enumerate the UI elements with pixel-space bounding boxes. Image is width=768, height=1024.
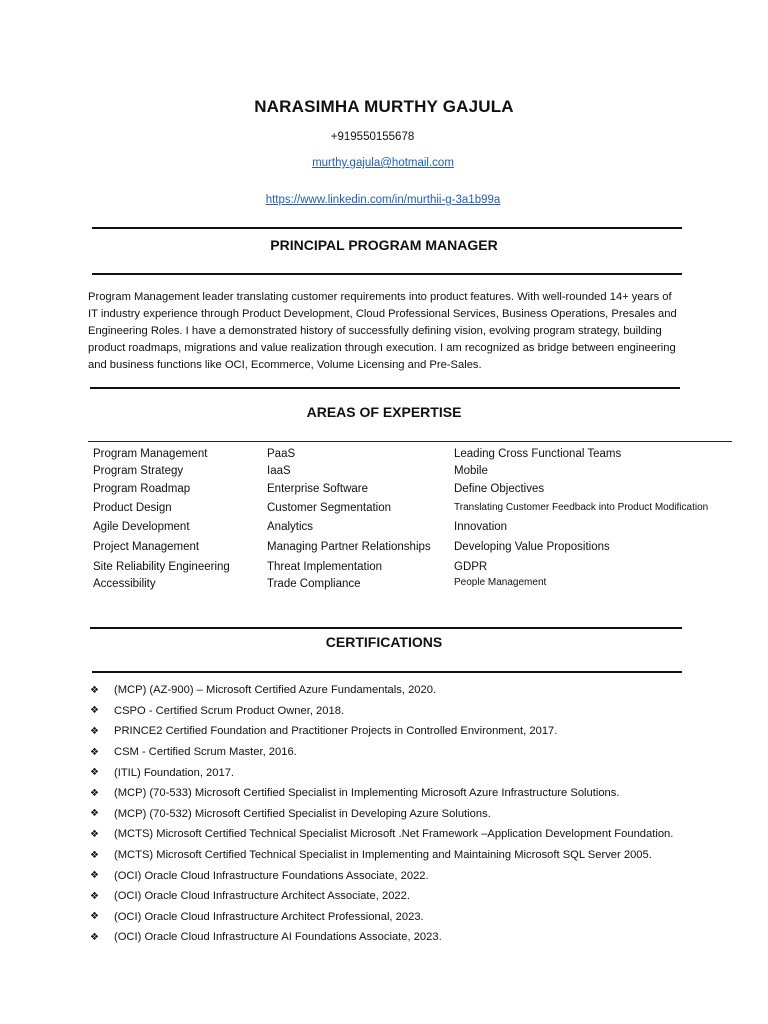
certification-text: (OCI) Oracle Cloud Infrastructure Architect Professional, 2023.	[114, 910, 424, 923]
diamond-bullet-icon: ❖	[90, 746, 99, 758]
list-item	[90, 742, 730, 763]
diamond-bullet-icon: ❖	[90, 725, 99, 737]
job-title: PRINCIPAL PROGRAM MANAGER	[270, 237, 498, 253]
summary-line: and business functions like OCI, Ecommerce, Volume Licensing and Pre-Sales.	[88, 358, 482, 371]
certification-text: CSM - Certified Scrum Master, 2016.	[114, 746, 297, 759]
expertise-item: Program Management	[93, 448, 208, 460]
expertise-item: People Management	[454, 577, 547, 588]
diamond-bullet-icon: ❖	[90, 705, 99, 717]
list-item	[90, 680, 730, 701]
certifications-top-rule	[90, 627, 682, 629]
professional-summary	[88, 289, 688, 374]
expertise-item: Trade Compliance	[267, 578, 361, 590]
diamond-bullet-icon: ❖	[90, 684, 99, 696]
certification-text: (ITIL) Foundation, 2017.	[114, 766, 235, 779]
diamond-bullet-icon: ❖	[90, 849, 99, 861]
list-item	[90, 804, 730, 825]
diamond-bullet-icon: ❖	[90, 911, 99, 923]
certification-text: (MCTS) Microsoft Certified Technical Specialist Microsoft .Net Framework –Application Development Foundation.	[114, 828, 674, 841]
diamond-bullet-icon: ❖	[90, 890, 99, 902]
diamond-bullet-icon: ❖	[90, 767, 99, 779]
expertise-item: Enterprise Software	[267, 483, 368, 495]
certification-text: (OCI) Oracle Cloud Infrastructure AI Foundations Associate, 2023.	[114, 931, 442, 944]
list-item	[90, 845, 730, 866]
certification-text: CSPO - Certified Scrum Product Owner, 2018.	[114, 704, 345, 717]
list-item	[90, 927, 730, 948]
diamond-bullet-icon: ❖	[90, 808, 99, 820]
expertise-item: Developing Value Propositions	[454, 541, 610, 553]
expertise-top-rule	[90, 387, 680, 389]
summary-line: product roadmaps, migrations and value realization through execution. I am recognized as bridge between engineering	[88, 341, 676, 354]
expertise-item: Leading Cross Functional Teams	[454, 448, 622, 460]
expertise-item: Mobile	[454, 465, 488, 477]
expertise-item: Accessibility	[93, 578, 156, 590]
diamond-bullet-icon: ❖	[90, 870, 99, 882]
linkedin-link[interactable]: https://www.linkedin.com/in/murthii-g-3a1b99a	[265, 194, 501, 206]
list-item	[90, 783, 730, 804]
list-item	[90, 824, 730, 845]
email-link[interactable]: murthy.gajula@hotmail.com	[312, 157, 454, 169]
certification-text: (MCP) (70-533) Microsoft Certified Specialist in Implementing Microsoft Azure Infrastructure Solutions.	[114, 787, 620, 800]
certifications-bottom-rule	[92, 671, 682, 673]
expertise-item: Agile Development	[93, 521, 190, 533]
expertise-item: Project Management	[93, 541, 200, 553]
certification-text: PRINCE2 Certified Foundation and Practitioner Projects in Controlled Environment, 2017.	[114, 725, 558, 738]
certification-text: (MCTS) Microsoft Certified Technical Specialist in Implementing and Maintaining Microsoft SQL Server 2005.	[114, 849, 652, 862]
diamond-bullet-icon: ❖	[90, 931, 99, 943]
expertise-item: Program Roadmap	[93, 483, 191, 495]
title-top-rule	[92, 227, 682, 229]
list-item	[90, 886, 730, 907]
certification-text: (MCP) (AZ-900) – Microsoft Certified Azure Fundamentals, 2020.	[114, 684, 437, 697]
diamond-bullet-icon: ❖	[90, 787, 99, 799]
expertise-item: Analytics	[267, 521, 314, 533]
expertise-item: GDPR	[454, 561, 488, 573]
certifications-heading: CERTIFICATIONS	[325, 634, 443, 650]
expertise-item: Product Design	[93, 502, 172, 514]
expertise-heading: AREAS OF EXPERTISE	[306, 404, 462, 420]
expertise-item: Site Reliability Engineering	[93, 561, 230, 573]
phone-number: +919550155678	[330, 131, 415, 143]
list-item	[90, 907, 730, 928]
certifications-list	[90, 680, 730, 948]
expertise-item: Program Strategy	[93, 465, 184, 477]
list-item	[90, 762, 730, 783]
list-item	[90, 865, 730, 886]
diamond-bullet-icon: ❖	[90, 828, 99, 840]
candidate-name: NARASIMHA MURTHY GAJULA	[254, 97, 514, 116]
summary-line: Engineering Roles. I have a demonstrated history of successfully defining vision, evolving program strategy, building	[88, 324, 662, 337]
expertise-item: Threat Implementation	[267, 561, 383, 573]
expertise-item: Managing Partner Relationships	[267, 541, 431, 553]
certification-text: (OCI) Oracle Cloud Infrastructure Foundations Associate, 2022.	[114, 869, 429, 882]
expertise-item: Customer Segmentation	[267, 502, 392, 514]
title-bottom-rule	[92, 273, 682, 275]
certification-text: (OCI) Oracle Cloud Infrastructure Architect Associate, 2022.	[114, 890, 410, 903]
list-item	[90, 721, 730, 742]
summary-line: Program Management leader translating customer requirements into product features. With well-rounded 14+ years of	[88, 291, 672, 303]
expertise-item: Translating Customer Feedback into Product Modification	[454, 502, 709, 513]
expertise-item: PaaS	[267, 448, 296, 460]
expertise-item: IaaS	[267, 465, 291, 477]
expertise-divider	[88, 441, 732, 442]
expertise-item: Define Objectives	[454, 483, 545, 495]
list-item	[90, 701, 730, 722]
certification-text: (MCP) (70-532) Microsoft Certified Specialist in Developing Azure Solutions.	[114, 807, 491, 820]
expertise-item: Innovation	[454, 521, 508, 533]
summary-line: IT industry experience through Product Development, Cloud Professional Services, Business Operations, Presales and	[88, 307, 677, 320]
